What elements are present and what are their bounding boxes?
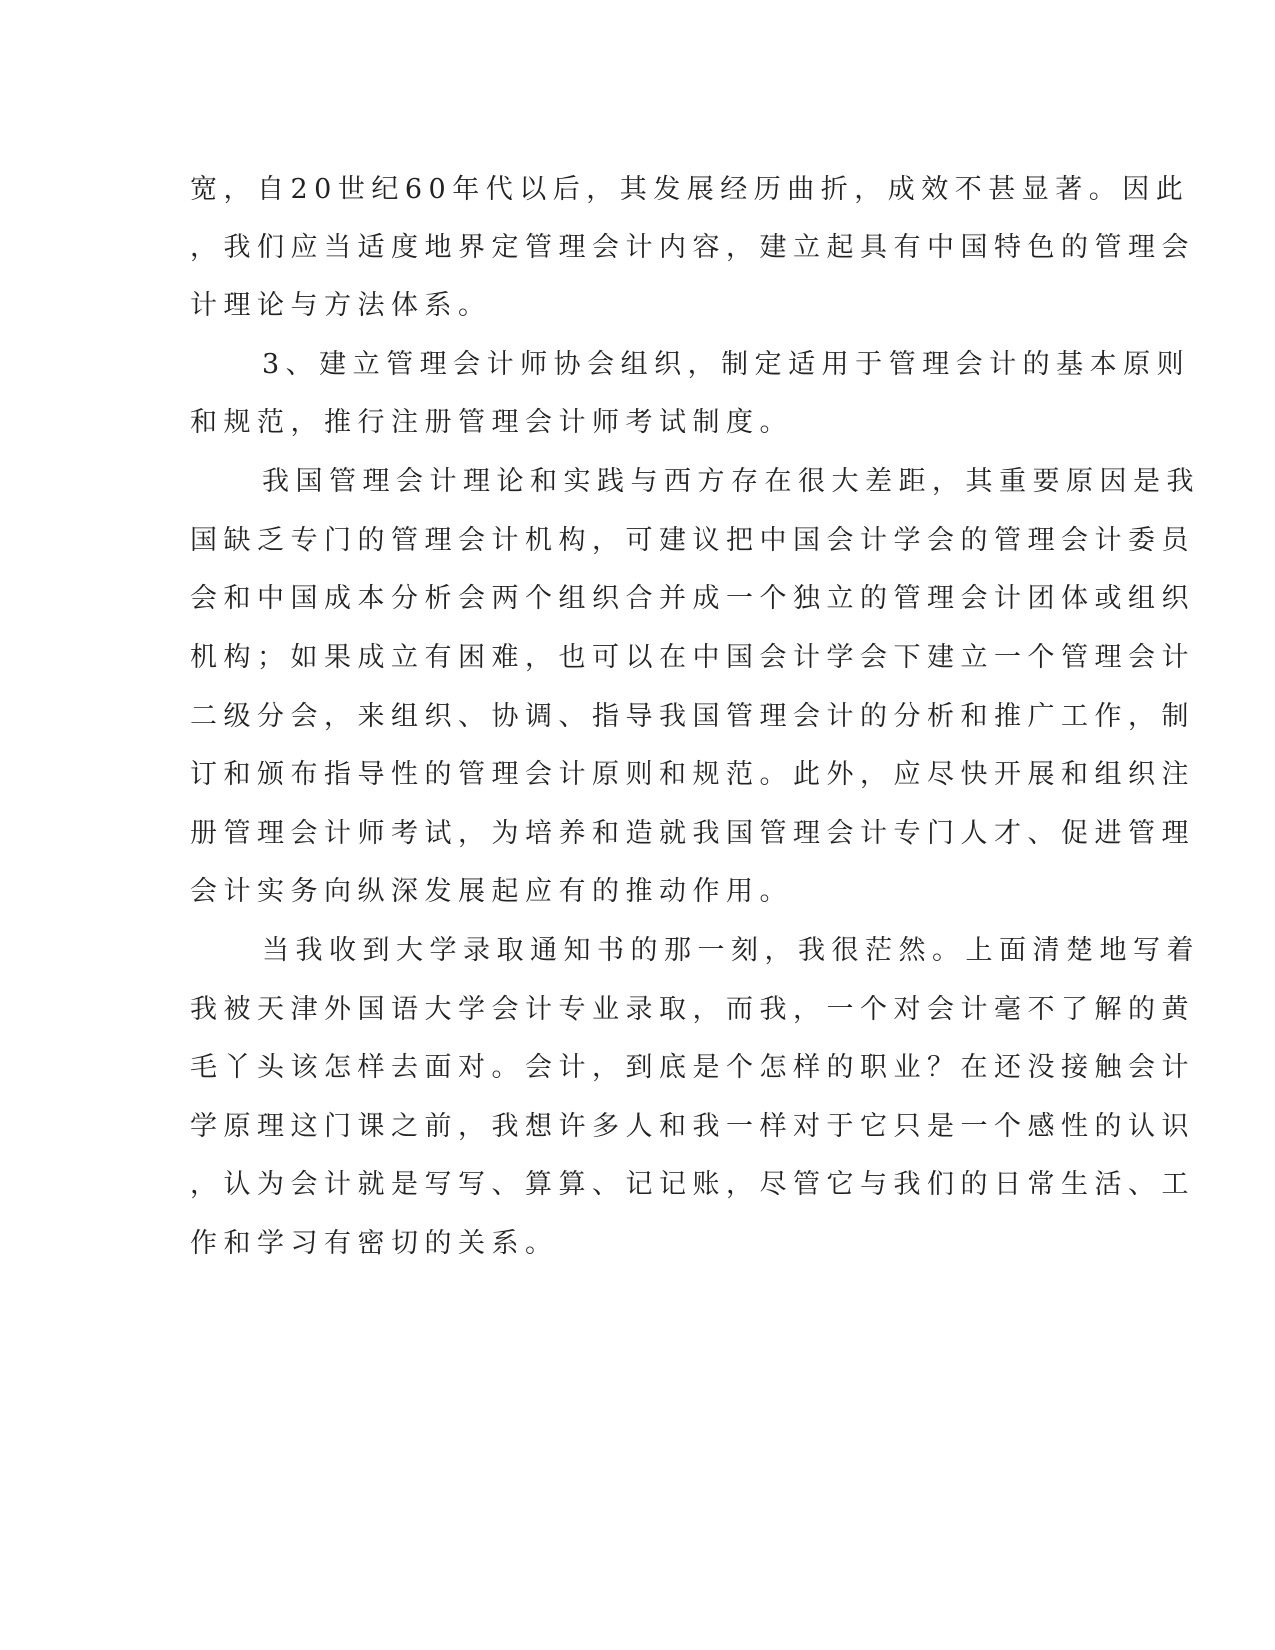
text-line: 会计实务向纵深发展起应有的推动作用。	[190, 876, 793, 907]
text-line: ，认为会计就是写写、算算、记记账，尽管它与我们的日常生活、工	[190, 1169, 1195, 1200]
text-line: 宽，自20世纪60年代以后，其发展经历曲折，成效不甚显著。因此	[190, 174, 1190, 205]
text-line: ，我们应当适度地界定管理会计内容，建立起具有中国特色的管理会	[190, 232, 1195, 263]
text-line: 我被天津外国语大学会计专业录取，而我，一个对会计毫不了解的黄	[190, 994, 1195, 1025]
text-line: 国缺乏专门的管理会计机构，可建议把中国会计学会的管理会计委员	[190, 525, 1195, 556]
text-line: 作和学习有密切的关系。	[190, 1228, 559, 1259]
text-line: 我国管理会计理论和实践与西方存在很大差距，其重要原因是我	[262, 466, 1200, 497]
text-line: 和规范，推行注册管理会计师考试制度。	[190, 407, 793, 438]
text-line: 3、建立管理会计师协会组织，制定适用于管理会计的基本原则	[262, 349, 1191, 380]
text-line: 二级分会，来组织、协调、指导我国管理会计的分析和推广工作，制	[190, 701, 1195, 732]
text-line: 毛丫头该怎样去面对。会计，到底是个怎样的职业？在还没接触会计	[190, 1052, 1195, 1083]
text-line: 计理论与方法体系。	[190, 290, 492, 321]
text-line: 订和颁布指导性的管理会计原则和规范。此外，应尽快开展和组织注	[190, 759, 1195, 790]
text-line: 机构；如果成立有困难，也可以在中国会计学会下建立一个管理会计	[190, 642, 1195, 673]
text-line: 学原理这门课之前，我想许多人和我一样对于它只是一个感性的认识	[190, 1111, 1195, 1142]
text-line: 会和中国成本分析会两个组织合并成一个独立的管理会计团体或组织	[190, 583, 1195, 614]
text-line: 册管理会计师考试，为培养和造就我国管理会计专门人才、促进管理	[190, 818, 1195, 849]
text-line: 当我收到大学录取通知书的那一刻，我很茫然。上面清楚地写着	[262, 935, 1200, 966]
